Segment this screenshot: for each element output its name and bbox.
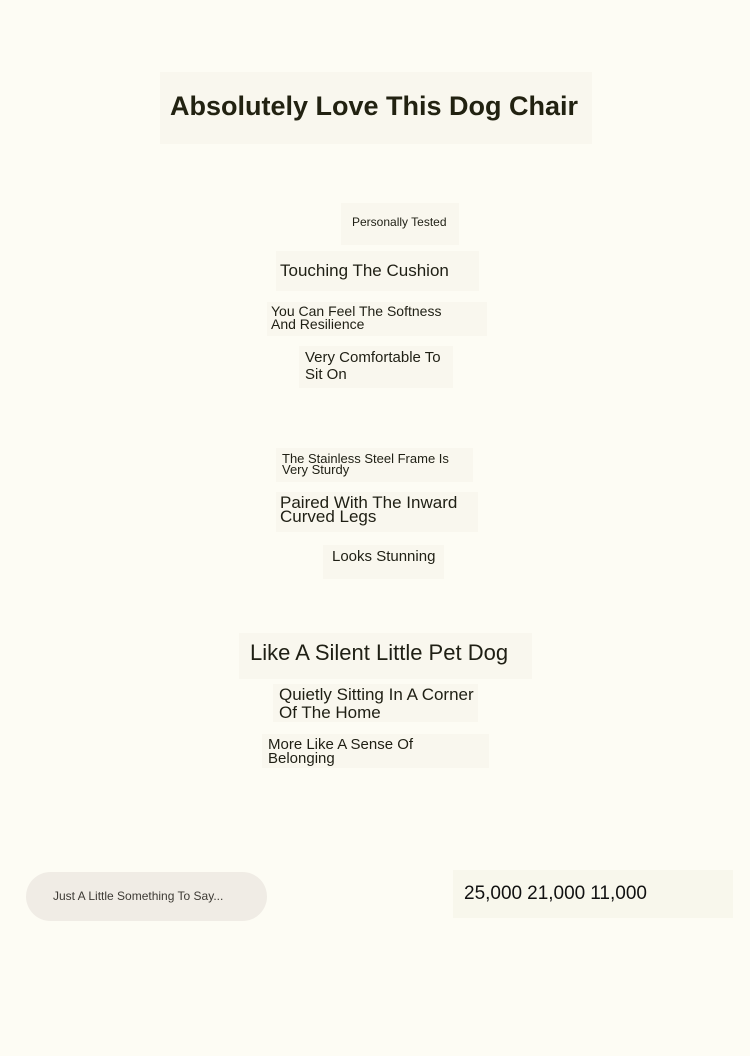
caption-inward-legs-text: Paired With The Inward Curved Legs bbox=[280, 493, 458, 527]
stat-value-3: 11,000 bbox=[590, 883, 647, 904]
stat-value-2: 21,000 bbox=[527, 883, 586, 904]
caption-touching-cushion: Touching The Cushion bbox=[276, 251, 479, 291]
caption-stainless-text: The Stainless Steel Frame Is Very Sturdy bbox=[282, 451, 449, 478]
caption-inward-legs bbox=[276, 492, 478, 532]
caption-stainless-frame bbox=[276, 448, 473, 482]
caption-quietly-text: Quietly Sitting In A Corner Of The Home bbox=[279, 685, 474, 722]
stat-value-1: 25,000 bbox=[464, 883, 523, 904]
caption-belonging-text: More Like A Sense Of Belonging bbox=[268, 736, 414, 768]
caption-quietly-sitting bbox=[273, 684, 478, 722]
caption-softness-resilience bbox=[267, 302, 487, 336]
stats-counter bbox=[453, 870, 733, 918]
caption-belonging bbox=[262, 734, 489, 768]
caption-comfortable bbox=[299, 346, 453, 388]
page-title: Absolutely Love This Dog Chair bbox=[160, 72, 592, 144]
caption-comfortable-text: Very Comfortable To Sit On bbox=[305, 349, 441, 384]
caption-personally-tested: Personally Tested bbox=[341, 203, 459, 245]
caption-softness-text: You Can Feel The Softness And Resilience bbox=[271, 303, 442, 333]
note-input[interactable]: Just A Little Something To Say... bbox=[26, 872, 267, 921]
caption-silent-pet-dog: Like A Silent Little Pet Dog bbox=[239, 633, 532, 679]
caption-looks-stunning: Looks Stunning bbox=[323, 545, 444, 579]
